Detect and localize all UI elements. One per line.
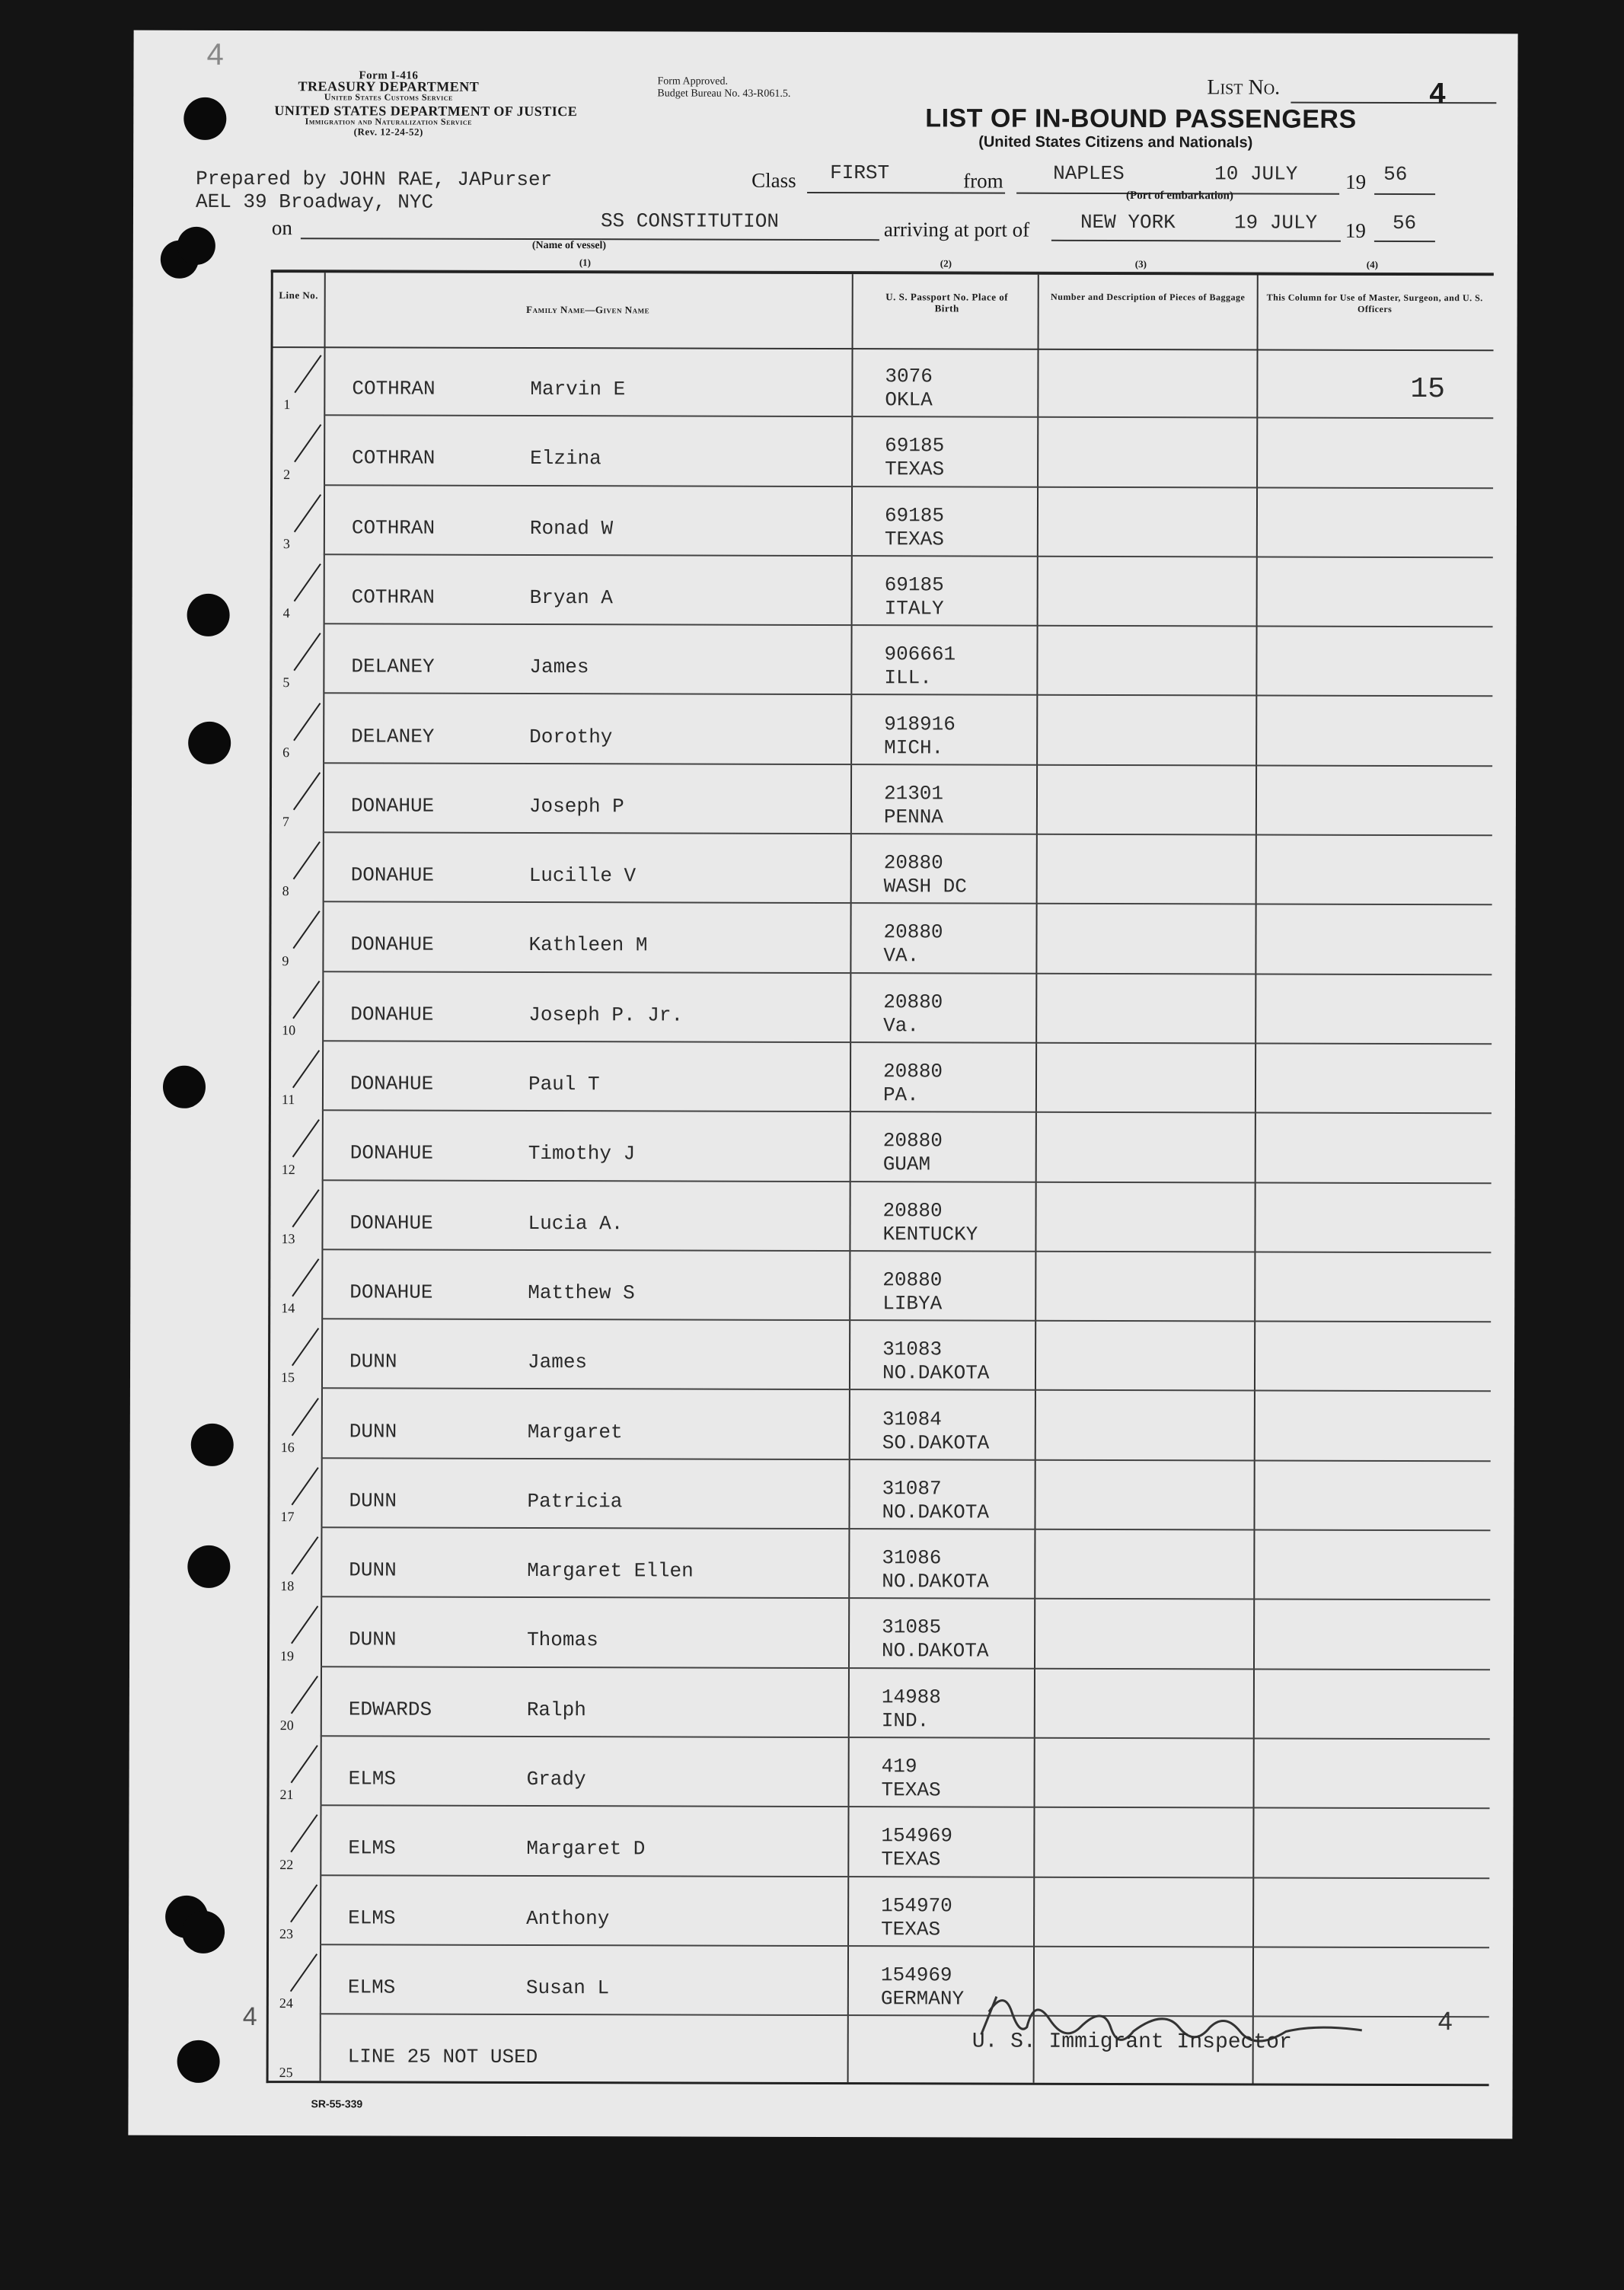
family-name: EDWARDS <box>348 1698 432 1721</box>
place-of-birth: SO.DAKOTA <box>882 1430 990 1455</box>
given-name: Lucia A. <box>528 1211 624 1235</box>
passport-cell <box>883 921 943 968</box>
family-name: DUNN <box>349 1558 397 1582</box>
family-name: DUNN <box>349 1419 397 1443</box>
line-number: 22 <box>279 1856 294 1872</box>
given-name: Thomas <box>527 1628 598 1652</box>
family-name: DONAHUE <box>350 863 434 887</box>
passport-number: 31086 <box>882 1546 942 1570</box>
passport-number: 14988 <box>881 1685 941 1709</box>
given-name: Marvin E <box>530 377 626 401</box>
form-number: Form I-416 <box>359 69 419 82</box>
punch-hole <box>183 97 226 140</box>
passport-cell <box>884 782 943 829</box>
passport-cell <box>881 1894 952 1941</box>
family-name: DONAHUE <box>350 794 435 818</box>
line-number: 21 <box>279 1787 294 1803</box>
arrival-port: NEW YORK <box>1080 210 1176 234</box>
passport-number: 906661 <box>884 643 956 666</box>
given-name: Bryan A <box>529 585 613 610</box>
passport-cell <box>884 643 956 690</box>
line-number: 4 <box>282 605 290 621</box>
header-officers: This Column for Use of Master, Surgeon, and U. S. Officers <box>1266 292 1483 314</box>
passport-number: 154969 <box>880 1963 952 1987</box>
vessel-caption: (Name of vessel) <box>531 239 607 252</box>
family-name: DELANEY <box>351 655 435 678</box>
punch-hole <box>191 1424 234 1466</box>
passport-number: 21301 <box>883 782 944 805</box>
passport-cell <box>882 1338 990 1385</box>
line-number: 11 <box>281 1092 295 1108</box>
table-row <box>271 902 1492 974</box>
line-number: 6 <box>282 744 290 760</box>
punch-hole <box>188 722 231 764</box>
passport-cell <box>882 1477 989 1524</box>
table-row <box>271 972 1492 1045</box>
given-name: Dorothy <box>529 725 613 748</box>
table-row <box>270 1459 1490 1531</box>
line-number: 18 <box>280 1578 295 1594</box>
passport-cell <box>882 1686 941 1733</box>
col-ref-3: (3) <box>1134 258 1147 270</box>
table-header <box>273 273 1494 351</box>
header-passport: U. S. Passport No. Place of Birth <box>885 291 1009 314</box>
passenger-table <box>266 270 1494 2086</box>
line-number: 10 <box>282 1022 296 1038</box>
family-name: DUNN <box>349 1628 397 1651</box>
family-name: DONAHUE <box>349 1141 434 1165</box>
footer-code: SR-55-339 <box>311 2097 363 2110</box>
line-number: 16 <box>280 1439 295 1455</box>
header-baggage: Number and Description of Pieces of Baggage <box>1051 291 1246 303</box>
table-row <box>270 1737 1490 1809</box>
place-of-birth: PENNA <box>883 805 943 829</box>
table-row <box>272 694 1492 767</box>
check-mark <box>293 633 321 671</box>
family-name: ELMS <box>348 1836 396 1860</box>
table-row <box>270 1389 1491 1462</box>
place-of-birth: TEXAS <box>885 458 945 481</box>
family-name: DONAHUE <box>349 1210 433 1235</box>
place-of-birth: MICH. <box>884 735 944 759</box>
vessel-name: SS CONSTITUTION <box>600 209 780 233</box>
list-no-label: List No. <box>1207 75 1281 100</box>
given-name: Susan L <box>525 1976 610 2000</box>
line-number: 13 <box>281 1231 295 1247</box>
passport-number: 20880 <box>882 1268 943 1292</box>
check-mark <box>294 355 321 393</box>
manifest-page <box>128 30 1517 2139</box>
check-mark <box>292 981 320 1019</box>
place-of-birth: GUAM <box>882 1153 931 1176</box>
line-number: 8 <box>282 883 289 899</box>
passport-number: 31083 <box>882 1338 943 1361</box>
family-name: ELMS <box>347 1976 396 1999</box>
passport-number: 69185 <box>884 573 944 597</box>
given-name: Joseph P <box>528 794 624 818</box>
check-mark <box>290 1814 317 1852</box>
passport-number: 31085 <box>882 1615 942 1639</box>
table-row <box>270 1528 1490 1600</box>
family-name: DONAHUE <box>349 1072 434 1096</box>
place-of-birth: GERMANY <box>880 1987 965 2011</box>
check-mark <box>292 911 320 949</box>
check-mark <box>293 703 321 741</box>
given-name: Margaret Ellen <box>527 1559 694 1583</box>
passport-number: 20880 <box>883 1060 943 1083</box>
punch-hole <box>163 1066 206 1108</box>
punch-hole <box>177 227 215 265</box>
passport-cell <box>885 365 933 412</box>
place-of-birth: NO.DAKOTA <box>882 1361 990 1385</box>
header-line-no: Line No. <box>279 289 319 301</box>
check-mark <box>290 1954 317 1992</box>
check-mark <box>292 1328 319 1366</box>
passport-number: 918916 <box>884 712 956 735</box>
place-of-birth: ILL. <box>884 666 932 690</box>
on-label: on <box>271 216 292 240</box>
family-name: COTHRAN <box>351 515 436 540</box>
family-name: DONAHUE <box>350 933 434 957</box>
table-row <box>271 1111 1492 1183</box>
from-port: NAPLES <box>1053 161 1125 186</box>
line-number: 15 <box>280 1370 295 1386</box>
from-label: from <box>963 169 1003 193</box>
family-name: LINE 25 NOT USED <box>347 2045 538 2069</box>
place-of-birth: IND. <box>881 1708 930 1733</box>
passport-cell <box>881 1825 952 1872</box>
header-name: Family Name—Given Name <box>526 303 650 316</box>
table-row <box>270 1597 1490 1670</box>
given-name: Margaret <box>527 1420 623 1443</box>
prepared-by: Prepared by JOHN RAE, JAPurser <box>196 167 553 192</box>
place-of-birth: PA. <box>882 1083 919 1107</box>
passport-cell <box>884 713 956 760</box>
treasury-department: TREASURY DEPARTMENT <box>298 78 480 94</box>
given-name: James <box>528 1351 588 1374</box>
officer-count: 15 <box>1410 373 1446 407</box>
passport-cell <box>882 1546 989 1593</box>
passport-cell <box>882 1199 978 1246</box>
check-mark <box>292 1467 319 1505</box>
given-name: Elzina <box>530 447 601 470</box>
check-mark <box>291 1606 318 1644</box>
form-approved: Form Approved. <box>657 75 729 88</box>
check-mark <box>291 1536 318 1574</box>
family-name: DONAHUE <box>349 1281 433 1304</box>
punch-hole <box>187 1545 230 1588</box>
passport-cell <box>882 1616 989 1663</box>
given-name: Joseph P. Jr. <box>528 1003 684 1027</box>
arriving-label: arriving at port of <box>883 218 1030 241</box>
class-value: FIRST <box>830 161 890 185</box>
passport-number: 20880 <box>882 1129 943 1153</box>
table-row <box>270 1181 1491 1253</box>
passport-cell <box>883 990 943 1038</box>
check-mark <box>294 424 321 462</box>
corner-mark: 4 <box>206 37 224 72</box>
check-mark <box>293 841 321 879</box>
passport-number: 20880 <box>883 851 943 875</box>
passport-number: 20880 <box>883 920 943 944</box>
place-of-birth: NO.DAKOTA <box>882 1639 989 1663</box>
given-name: Kathleen M <box>528 933 648 957</box>
check-mark <box>290 1884 317 1922</box>
table-row <box>269 1806 1489 1878</box>
passport-cell <box>885 573 944 620</box>
from-date: 10 JULY <box>1214 162 1298 186</box>
family-name: COTHRAN <box>351 585 435 609</box>
line-number: 17 <box>280 1509 295 1525</box>
check-mark <box>294 494 321 532</box>
given-name: Ronad W <box>529 516 614 540</box>
check-mark <box>294 563 321 601</box>
passport-number: 20880 <box>883 990 943 1014</box>
place-of-birth: TEXAS <box>881 1848 941 1871</box>
passport-cell <box>885 435 944 482</box>
passport-cell <box>882 1408 990 1455</box>
family-name: DUNN <box>349 1350 397 1373</box>
family-name: COTHRAN <box>352 446 436 470</box>
place-of-birth: VA. <box>883 944 920 968</box>
page-subtitle: (United States Citizens and Nationals) <box>978 133 1253 151</box>
arrival-date: 19 JULY <box>1233 211 1318 234</box>
passport-cell <box>882 1755 941 1802</box>
given-name: Margaret D <box>526 1837 646 1861</box>
punch-hole <box>182 1911 225 1954</box>
family-name: ELMS <box>348 1906 396 1930</box>
check-mark <box>292 1189 320 1227</box>
table-row <box>271 1041 1492 1114</box>
line-number: 20 <box>279 1718 294 1733</box>
list-no-value: 4 <box>1429 78 1446 110</box>
place-of-birth: NO.DAKOTA <box>882 1501 990 1524</box>
check-mark <box>292 1398 319 1436</box>
passport-number: 3076 <box>885 365 933 388</box>
title-block <box>925 104 1357 151</box>
check-mark <box>292 1258 319 1296</box>
table-row <box>272 624 1492 697</box>
place-of-birth: TEXAS <box>881 1778 941 1802</box>
from-year: 56 <box>1383 162 1408 187</box>
budget-bureau: Budget Bureau No. 43-R061.5. <box>657 88 791 100</box>
passport-number: 31084 <box>882 1407 942 1430</box>
inspector-title: U. S. Immigrant Inspector <box>972 2030 1292 2055</box>
family-name: COTHRAN <box>352 377 436 400</box>
line-number: 12 <box>281 1161 295 1177</box>
page-title: LIST OF IN-BOUND PASSENGERS <box>925 104 1357 134</box>
check-mark <box>291 1676 318 1714</box>
passport-number: 154969 <box>881 1824 953 1848</box>
given-name: Matthew S <box>528 1281 635 1305</box>
place-of-birth: WASH DC <box>883 875 967 898</box>
given-name: Patricia <box>527 1489 623 1513</box>
place-of-birth: NO.DAKOTA <box>882 1570 989 1593</box>
passport-cell <box>882 1268 942 1316</box>
given-name: Lucille V <box>528 864 637 888</box>
check-mark <box>291 1745 318 1783</box>
family-name: DUNN <box>349 1489 397 1513</box>
table-row <box>273 486 1493 558</box>
table-row <box>272 833 1492 905</box>
passport-number: 69185 <box>885 434 945 458</box>
port-of-embarkation-caption: (Port of embarkation) <box>1126 190 1233 203</box>
customs-service: United States Customs Service <box>324 91 453 103</box>
family-name: DELANEY <box>351 724 435 748</box>
left-margin-mark: 4 <box>242 2002 257 2032</box>
passport-cell <box>885 504 944 551</box>
justice-department: UNITED STATES DEPARTMENT OF JUSTICE <box>274 103 578 120</box>
place-of-birth: KENTUCKY <box>882 1222 978 1246</box>
place-of-birth: OKLA <box>885 388 933 412</box>
table-row <box>273 416 1493 488</box>
table-row <box>270 1667 1490 1740</box>
arrival-year: 56 <box>1392 211 1417 235</box>
table-row <box>272 764 1492 836</box>
place-of-birth: TEXAS <box>884 527 944 551</box>
passport-number: 69185 <box>884 503 945 528</box>
form-agency-block <box>274 69 578 138</box>
given-name: Ralph <box>526 1698 586 1721</box>
passport-cell <box>884 851 967 898</box>
place-of-birth: LIBYA <box>882 1292 943 1316</box>
from-year-prefix: 19 <box>1345 170 1367 193</box>
line-number: 23 <box>279 1926 294 1942</box>
line-number: 1 <box>283 397 291 413</box>
place-of-birth: Va. <box>883 1013 920 1038</box>
given-name: Paul T <box>528 1072 600 1096</box>
col-ref-4: (4) <box>1366 258 1379 270</box>
given-name: James <box>529 655 589 679</box>
given-name: Anthony <box>526 1906 610 1930</box>
line-number: 19 <box>280 1647 295 1663</box>
approval-block <box>657 75 790 100</box>
preparer-address: AEL 39 Broadway, NYC <box>195 190 434 214</box>
place-of-birth: TEXAS <box>881 1917 941 1941</box>
line-number: 24 <box>279 1995 293 2011</box>
line-number: 5 <box>282 675 290 691</box>
form-revision: (Rev. 12-24-52) <box>353 126 423 138</box>
table-row <box>270 1250 1491 1322</box>
line-number: 3 <box>282 536 290 552</box>
table-row <box>269 1876 1489 1948</box>
line-number: 14 <box>281 1300 295 1316</box>
right-margin-mark: 4 <box>1437 2007 1453 2036</box>
passport-cell <box>881 1963 964 2011</box>
col-ref-2: (2) <box>940 257 952 270</box>
punch-hole <box>177 2040 220 2083</box>
passport-number: 154970 <box>881 1893 952 1918</box>
line-number: 9 <box>282 952 289 968</box>
given-name: Timothy J <box>528 1142 636 1166</box>
family-name: ELMS <box>348 1767 397 1791</box>
ins-service: Immigration and Naturalization Service <box>305 116 472 127</box>
class-label: Class <box>751 168 796 192</box>
given-name: Grady <box>526 1767 586 1791</box>
line-number: 7 <box>282 814 289 830</box>
line-number: 25 <box>279 2065 293 2081</box>
passport-number: 31087 <box>882 1477 942 1501</box>
arrival-year-prefix: 19 <box>1345 218 1366 242</box>
punch-hole <box>187 594 230 636</box>
line-number: 2 <box>283 466 291 482</box>
table-row <box>270 1319 1491 1392</box>
table-row <box>273 555 1493 627</box>
passport-cell <box>883 1130 943 1177</box>
table-row <box>273 346 1493 419</box>
passport-number: 20880 <box>882 1198 943 1223</box>
check-mark <box>293 772 321 810</box>
check-mark <box>292 1119 320 1157</box>
check-mark <box>292 1050 320 1088</box>
place-of-birth: ITALY <box>884 597 944 620</box>
passport-cell <box>883 1060 943 1107</box>
passport-number: 419 <box>881 1755 917 1778</box>
family-name: DONAHUE <box>350 1003 434 1026</box>
col-ref-1: (1) <box>579 257 592 269</box>
